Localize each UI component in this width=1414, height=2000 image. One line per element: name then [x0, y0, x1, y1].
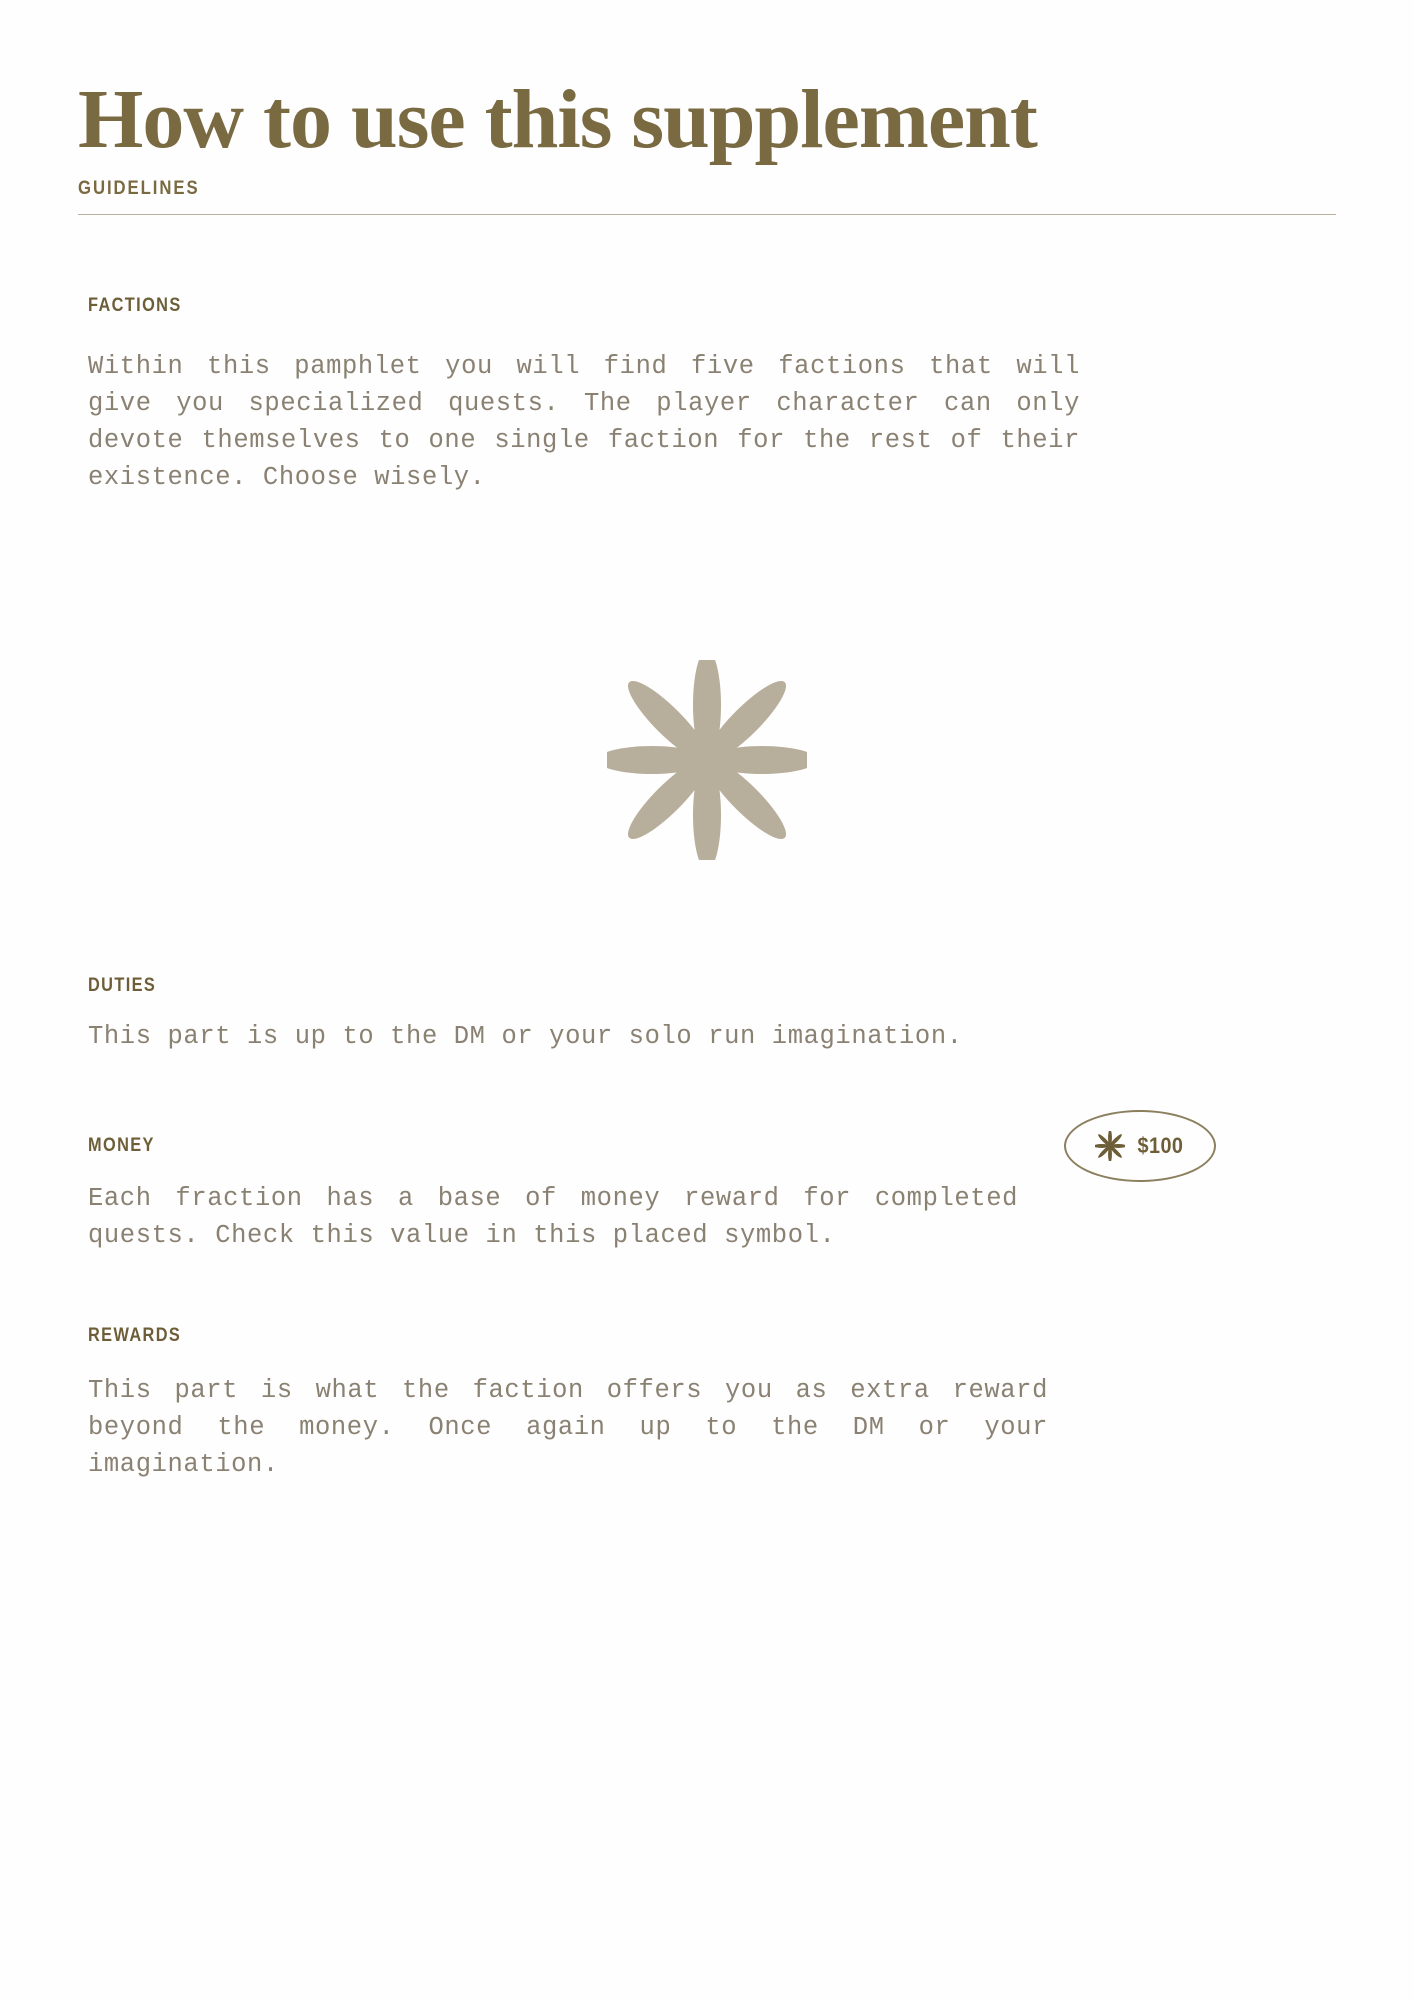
section-text-money: Each fraction has a base of money reward for completed quests. Check this value in this placed symbol. — [88, 1184, 1034, 1250]
asterisk-ornament — [0, 660, 1414, 860]
header-divider — [78, 214, 1336, 215]
section-text-factions: Within this pamphlet you will find five factions that will give you specialized quests. The player character can only devote themselves to one single faction for the rest of their existence. Choose wisely. — [88, 352, 1096, 492]
section-label-factions: FACTIONS — [88, 295, 182, 316]
money-badge — [1064, 1110, 1216, 1182]
asterisk-ornament-icon — [607, 660, 807, 860]
section-label-money: MONEY — [88, 1135, 155, 1156]
section-rewards — [88, 1325, 1088, 1484]
money-badge-amount: $100 — [1137, 1133, 1183, 1158]
section-text-rewards: This part is what the faction offers you as extra reward beyond the money. Once again up to the DM or your imagination. — [88, 1376, 1064, 1479]
section-label-rewards: REWARDS — [88, 1325, 182, 1346]
page-subtitle: GUIDELINES — [78, 177, 200, 199]
section-label-duties: DUTIES — [88, 975, 157, 996]
asterisk-icon — [1095, 1131, 1125, 1161]
document-header — [78, 0, 1336, 215]
section-factions — [88, 295, 1096, 497]
section-duties — [88, 975, 1188, 1056]
section-money — [88, 1135, 1088, 1255]
page-title: How to use this supplement — [78, 73, 1037, 166]
section-text-duties: This part is up to the DM or your solo run imagination. — [88, 1022, 963, 1051]
